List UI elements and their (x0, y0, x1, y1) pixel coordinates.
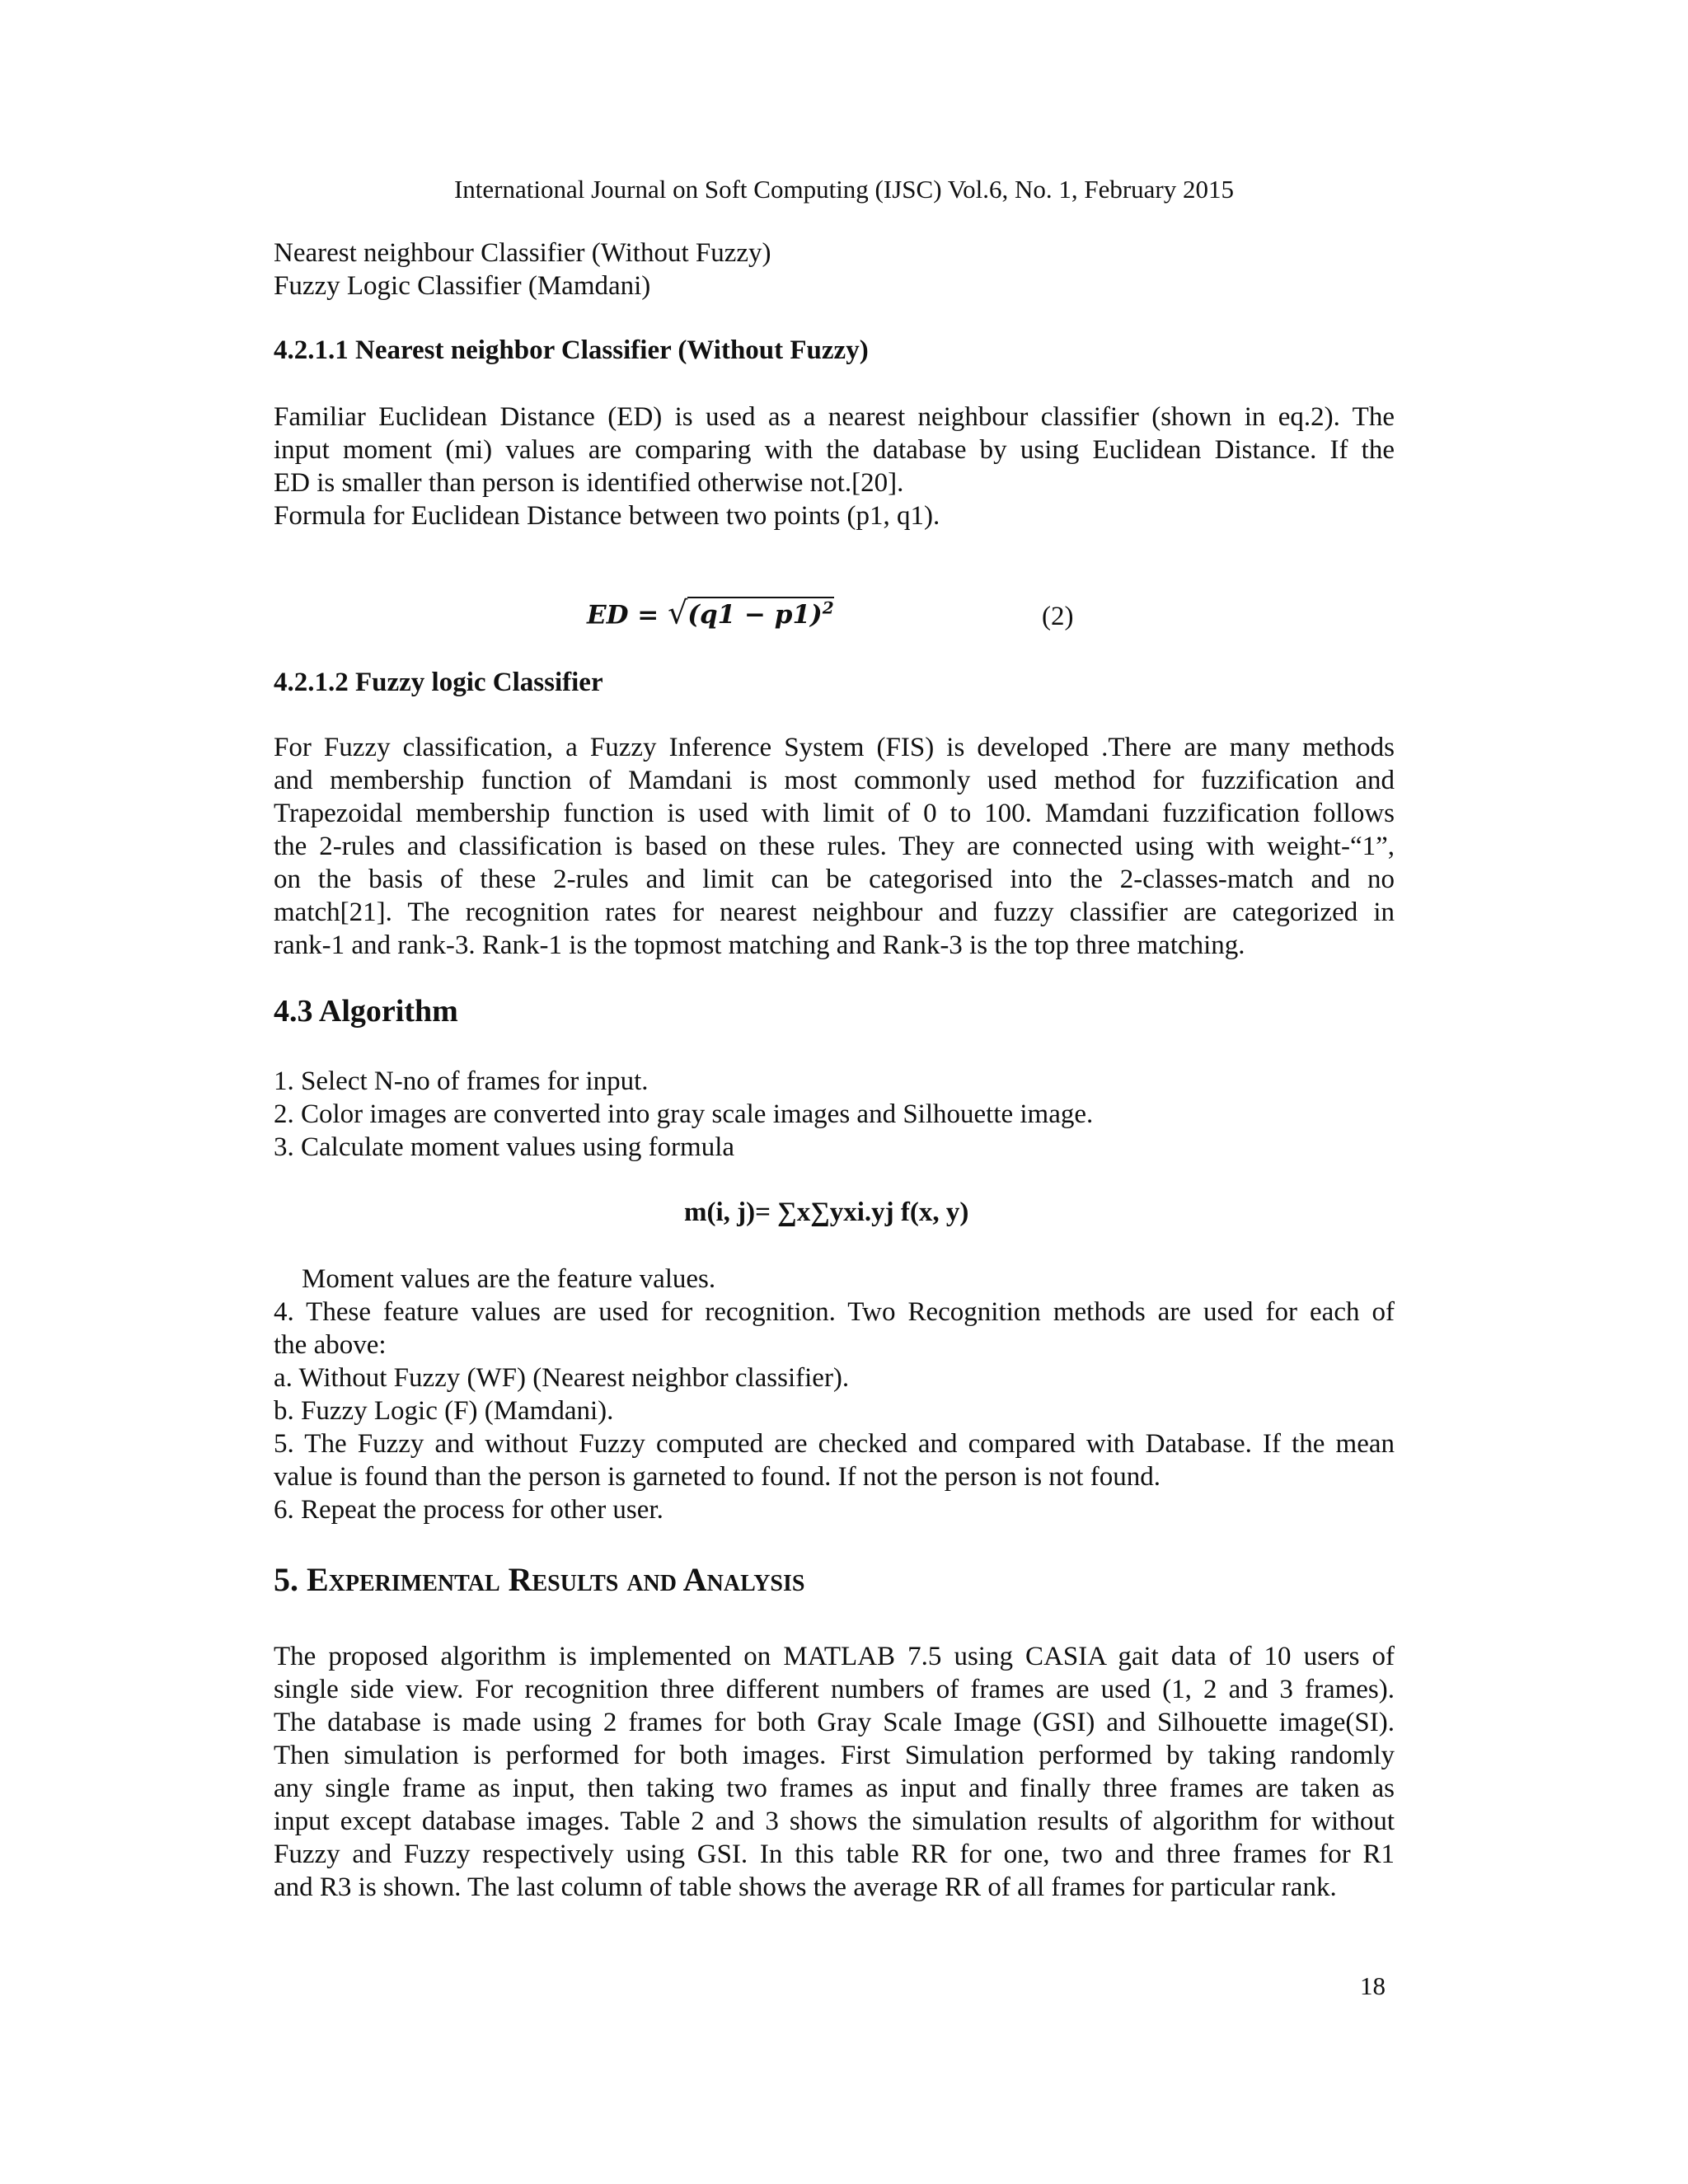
paragraph-line: The database is made using 2 frames for both Gray Scale Image (GSI) and Silhouette image(SI). (274, 1708, 1395, 1737)
algorithm-step: 5. The Fuzzy and without Fuzzy computed are checked and compared with Database. If the mean (274, 1429, 1395, 1459)
paragraph-line: input except database images. Table 2 and 3 shows the simulation results of algorithm for without (274, 1807, 1395, 1836)
paragraph-line: any single frame as input, then taking two frames as input and finally three frames are taken as (274, 1774, 1395, 1803)
radical-sign: √ (668, 594, 688, 631)
page-number: 18 (1360, 1971, 1386, 2000)
section-heading-43: 4.3 Algorithm (274, 994, 458, 1029)
moment-note: Moment values are the feature values. (302, 1264, 716, 1294)
paragraph-line: and membership function of Mamdani is most commonly used method for fuzzification and (274, 766, 1395, 795)
paragraph-line: and R3 is shown. The last column of table shows the average RR of all frames for particular rank. (274, 1872, 1337, 1902)
paragraph-line: match[21]. The recognition rates for nearest neighbour and fuzzy classifier are categorized in (274, 898, 1395, 927)
algorithm-substep: b. Fuzzy Logic (F) (Mamdani). (274, 1396, 614, 1426)
paragraph-line: ED is smaller than person is identified otherwise not.[20]. (274, 468, 904, 498)
section-heading-5: 5. Experimental Results and Analysis (274, 1561, 805, 1598)
classifier-list-item: Nearest neighbour Classifier (Without Fuzzy) (274, 238, 771, 268)
paragraph-line: Trapezoidal membership function is used with limit of 0 to 100. Mamdani fuzzification follows (274, 799, 1395, 828)
paragraph-line: rank-1 and rank-3. Rank-1 is the topmost matching and Rank-3 is the top three matching. (274, 930, 1245, 960)
algorithm-step: value is found than the person is garneted to found. If not the person is not found. (274, 1462, 1160, 1492)
running-header: International Journal on Soft Computing (IJSC) Vol.6, No. 1, February 2015 (453, 175, 1234, 204)
section-heading-4212: 4.2.1.2 Fuzzy logic Classifier (274, 668, 603, 697)
equation-number: (2) (1042, 602, 1074, 631)
paragraph-line: The proposed algorithm is implemented on MATLAB 7.5 using CASIA gait data of 10 users of (274, 1642, 1395, 1671)
algorithm-step: the above: (274, 1330, 387, 1360)
paragraph-line: input moment (mi) values are comparing with the database by using Euclidean Distance. If the (274, 435, 1395, 465)
euclidean-distance-equation (587, 592, 834, 631)
equation-radicand: $(q1 - p1)^2$ (687, 598, 834, 630)
section-heading-4211: 4.2.1.1 Nearest neighbor Classifier (Without Fuzzy) (274, 335, 869, 365)
algorithm-step: 2. Color images are converted into gray scale images and Silhouette image. (274, 1099, 1094, 1129)
algorithm-step: 1. Select N-no of frames for input. (274, 1066, 649, 1096)
moment-formula: m(i, j)= ∑x∑yxi.yj f(x, y) (684, 1197, 969, 1227)
algorithm-step: 6. Repeat the process for other user. (274, 1495, 663, 1525)
paragraph-line: single side view. For recognition three different numbers of frames are used (1, 2 and 3 frames). (274, 1675, 1395, 1704)
equation-lhs: ED = (587, 600, 659, 630)
algorithm-substep: a. Without Fuzzy (WF) (Nearest neighbor classifier). (274, 1363, 850, 1393)
paragraph-line: For Fuzzy classification, a Fuzzy Inference System (FIS) is developed .There are many methods (274, 733, 1395, 762)
paragraph-line: on the basis of these 2-rules and limit can be categorised into the 2-classes-match and no (274, 865, 1395, 894)
paragraph-line: Familiar Euclidean Distance (ED) is used as a nearest neighbour classifier (shown in eq.2). The (274, 402, 1395, 432)
algorithm-step: 4. These feature values are used for recognition. Two Recognition methods are used for each of (274, 1297, 1395, 1327)
paragraph-line: Then simulation is performed for both images. First Simulation performed by taking randomly (274, 1741, 1395, 1770)
paragraph-line: the 2-rules and classification is based on these rules. They are connected using with weight-“1”, (274, 832, 1395, 861)
paragraph-line: Formula for Euclidean Distance between two points (p1, q1). (274, 501, 940, 531)
algorithm-step: 3. Calculate moment values using formula (274, 1132, 735, 1162)
classifier-list-item: Fuzzy Logic Classifier (Mamdani) (274, 271, 651, 301)
paragraph-line: Fuzzy and Fuzzy respectively using GSI. In this table RR for one, two and three frames for R1 (274, 1840, 1395, 1869)
